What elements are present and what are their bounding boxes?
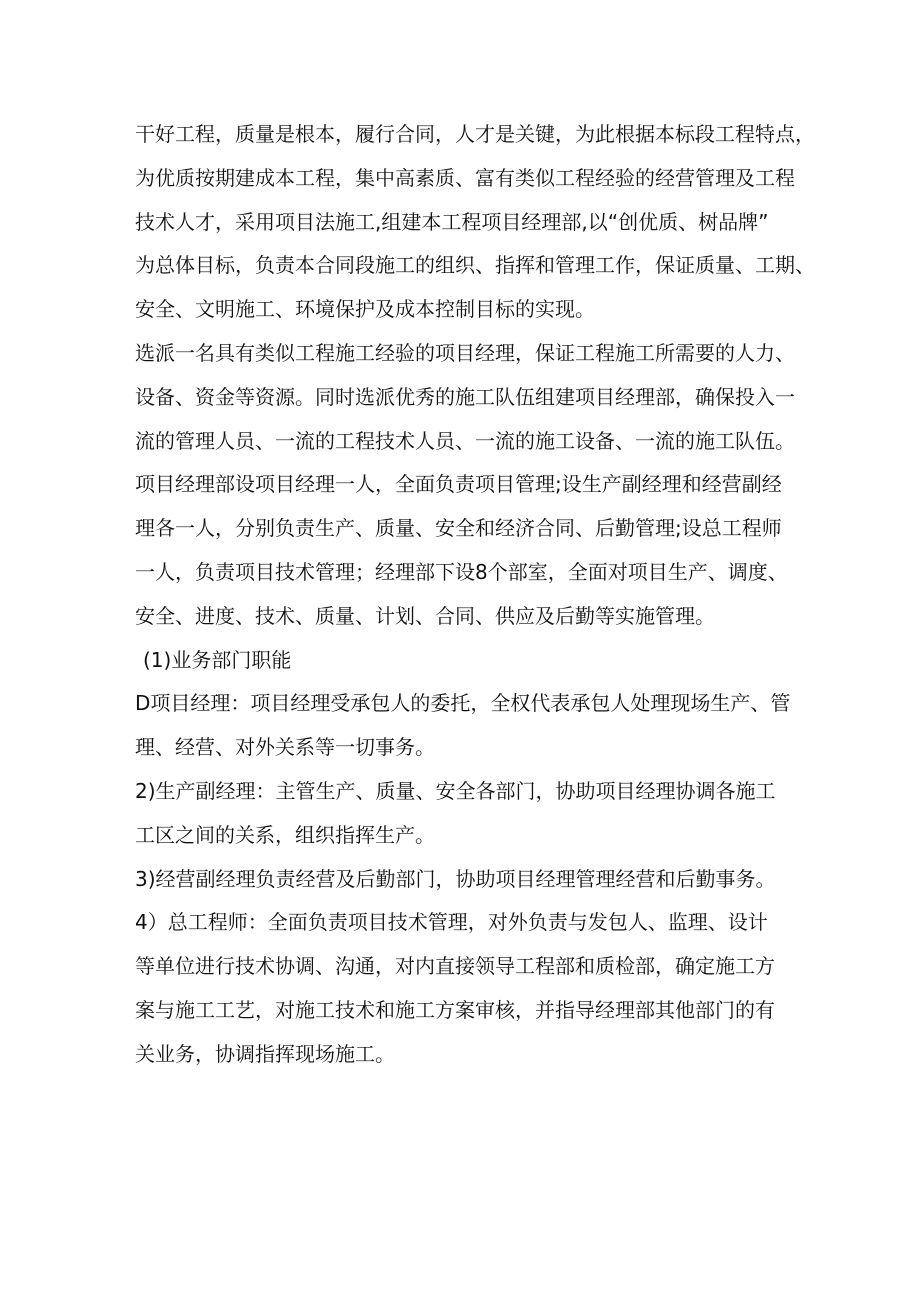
document-body: [135, 113, 815, 1077]
text-line: 为优质按期建成本工程，集中高素质、富有类似工程经验的经营管理及工程: [135, 165, 795, 190]
text-line: 理各一人，分别负责生产、质量、安全和经济合同、后勤管理;设总工程师: [135, 516, 782, 541]
list-item-project-manager: [135, 682, 815, 770]
text-line: 等单位进行技术协调、沟通，对内直接领导工程部和质检部，确定施工方: [135, 954, 775, 979]
list-item-production-deputy: [135, 770, 815, 858]
text-line: 2)生产副经理：主管生产、质量、安全各部门，协助项目经理协调各施工: [135, 778, 776, 803]
text-line: 安全、文明施工、环境保护及成本控制目标的实现。: [135, 297, 595, 322]
text-line: 一人，负责项目技术管理；经理部下设8个部室，全面对项目生产、调度、: [135, 559, 788, 584]
paragraph-manager-selection: [135, 332, 815, 463]
text-line: 为总体目标，负责本合同段施工的组织、指挥和管理工作，保证质量、工期、: [135, 253, 815, 278]
text-line: 案与施工工艺，对施工技术和施工方案审核，并指导经理部其他部门的有: [135, 997, 775, 1022]
text-line: 理、经营、对外关系等一切事务。: [135, 735, 435, 760]
section-heading-text: (1)业务部门职能: [143, 647, 292, 672]
paragraph-department-setup: [135, 463, 815, 638]
list-item-operations-deputy: [135, 858, 815, 902]
text-line: 3)经营副经理负责经营及后勤部门，协助项目经理管理经营和后勤事务。: [135, 866, 776, 891]
paragraph-intro: [135, 113, 815, 332]
text-line: 项目经理部设项目经理一人，全面负责项目管理;设生产副经理和经营副经: [135, 472, 782, 497]
text-line: D项目经理：项目经理受承包人的委托，全权代表承包人处理现场生产、管: [135, 691, 791, 716]
text-line: 安全、进度、技术、质量、计划、合同、供应及后勤等实施管理。: [135, 603, 715, 628]
text-line: 4）总工程师：全面负责项目技术管理，对外负责与发包人、监理、设计: [135, 910, 768, 935]
text-line: 工区之间的关系，组织指挥生产。: [135, 822, 435, 847]
text-line: 流的管理人员、一流的工程技术人员、一流的施工设备、一流的施工队伍。: [135, 428, 795, 453]
list-item-chief-engineer: [135, 901, 815, 1076]
text-line: 关业务，协调指挥现场施工。: [135, 1041, 395, 1066]
text-line: 设备、资金等资源。同时选派优秀的施工队伍组建项目经理部，确保投入一: [135, 384, 795, 409]
section-heading: [135, 639, 815, 683]
text-line: 选派一名具有类似工程施工经验的项目经理，保证工程施工所需要的人力、: [135, 340, 795, 365]
text-line: 干好工程，质量是根本，履行合同，人才是关键，为此根据本标段工程特点，: [135, 122, 815, 146]
text-line: 技术人才，采用项目法施工,组建本工程项目经理部,以“创优质、树品牌”: [135, 209, 769, 234]
